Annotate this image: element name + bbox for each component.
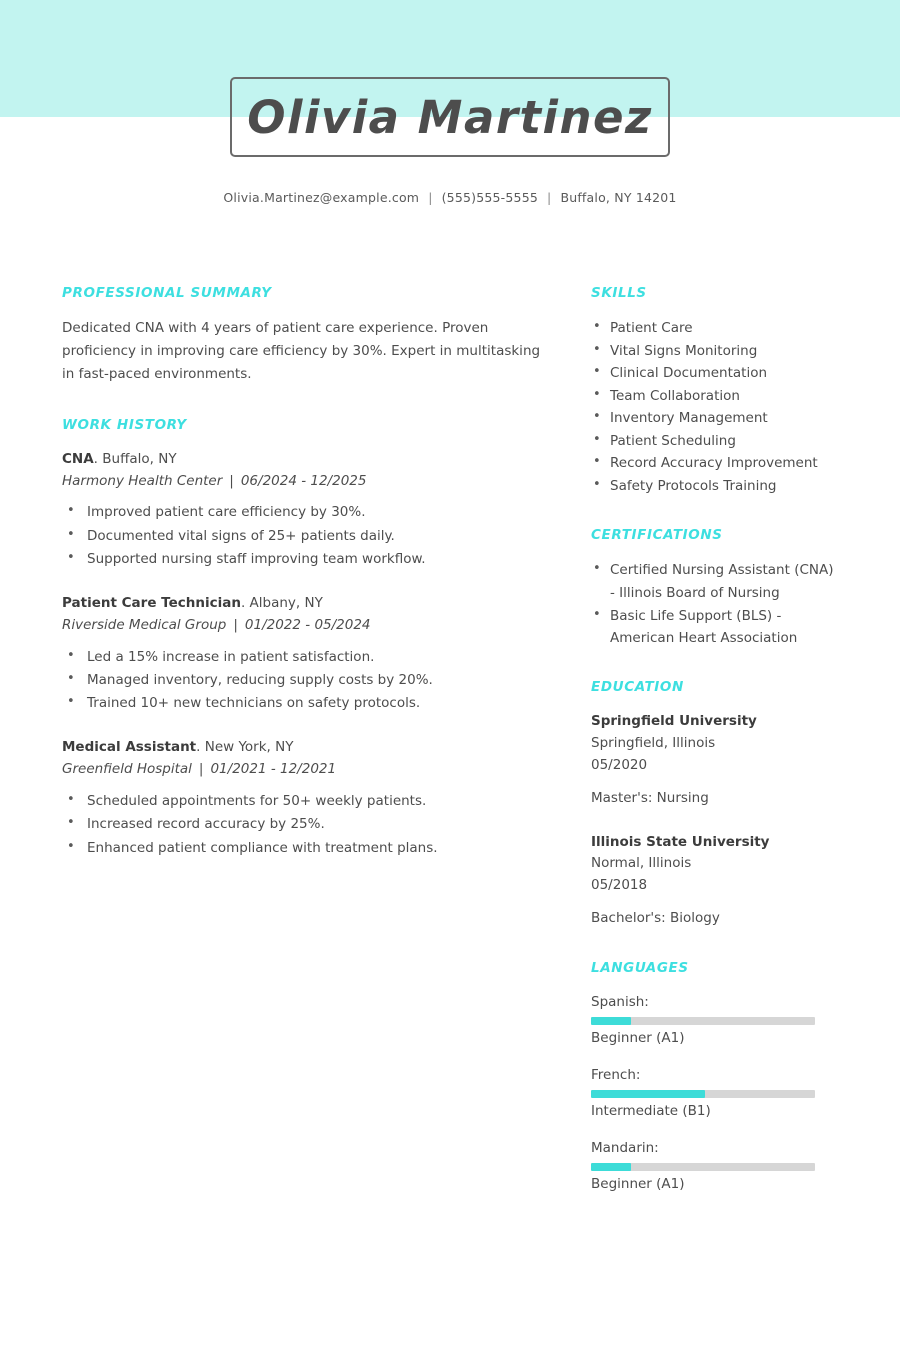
job-dates: 01/2021 - 12/2021 [210,761,337,778]
section-skills [591,285,840,497]
job-subheading [62,759,545,781]
right-column [545,285,900,1225]
section-title-professional-summary: PROFESSIONAL SUMMARY [62,285,272,301]
contact-separator-1: | [428,190,433,205]
name-box [230,77,670,157]
resume-body [0,285,900,1225]
job-company: Harmony Health Center [62,472,223,489]
job-bullets [62,790,545,860]
section-certifications [591,527,840,649]
education-place: Springfield, Illinois [591,734,716,751]
skill-item: • Record Accuracy Improvement [591,452,840,475]
education-degree: Bachelor's: Biology [591,910,720,927]
job-title: CNA [62,450,94,467]
contact-separator-2: | [547,190,552,205]
skill-item: • Inventory Management [591,407,840,430]
skill-item: • Patient Care [591,317,840,340]
job-location: New York, NY [204,739,294,756]
skill-item: • Safety Protocols Training [591,475,840,498]
certification-item: • Basic Life Support (BLS) - American Heart Association [591,605,840,650]
language-proficiency-fill [591,1163,631,1171]
skills-list [591,317,840,497]
certification-item: • Certified Nursing Assistant (CNA) - Illinois Board of Nursing [591,559,840,604]
language-name: Mandarin: [591,1139,659,1156]
education-date: 05/2018 [591,876,648,893]
section-title-education: EDUCATION [591,679,684,696]
section-title-certifications: CERTIFICATIONS [591,527,723,544]
section-education [591,679,840,930]
education-school: Springfield University [591,713,757,730]
job-pipe: | [198,761,204,778]
job-subheading [62,471,545,493]
job-bullets [62,646,545,716]
job-pipe: | [229,472,234,489]
contact-email: Olivia.Martinez@example.com [223,190,420,205]
job-heading [62,449,545,471]
job-bullet: • Documented vital signs of 25+ patients daily. [62,525,545,548]
skill-item: • Vital Signs Monitoring [591,340,840,363]
work-history-entry [62,593,545,715]
skill-item: • Clinical Documentation [591,362,840,385]
education-degree: Master's: Nursing [591,790,709,807]
job-location: Albany, NY [249,595,323,612]
work-history-entry [62,737,545,859]
contact-location: Buffalo, NY 14201 [560,190,677,205]
education-entry [591,832,840,930]
job-title-separator: . [93,450,98,467]
section-work-history [62,417,545,860]
job-bullet: • Led a 15% increase in patient satisfaction. [62,646,545,669]
job-dates: 06/2024 - 12/2025 [240,472,367,489]
job-subheading [62,615,545,637]
left-column [0,285,545,890]
contact-line [0,190,900,205]
job-bullet: • Improved patient care efficiency by 30%. [62,501,545,524]
contact-phone: (555)555-5555 [441,190,539,205]
job-heading [62,593,545,615]
language-level: Intermediate (B1) [591,1102,711,1119]
language-proficiency-fill [591,1017,631,1025]
skill-item: • Team Collaboration [591,385,840,408]
job-bullet: • Managed inventory, reducing supply costs by 20%. [62,669,545,692]
language-proficiency-track [591,1090,815,1098]
language-name: French: [591,1066,641,1083]
skill-item: • Patient Scheduling [591,430,840,453]
job-heading [62,737,545,759]
section-professional-summary [62,285,545,387]
job-title-separator: . [240,595,246,612]
section-languages [591,960,840,1195]
education-entry [591,711,840,809]
job-title: Medical Assistant [62,739,197,756]
job-company: Riverside Medical Group [62,616,227,633]
job-dates: 01/2022 - 05/2024 [244,616,371,633]
job-company: Greenfield Hospital [62,761,192,778]
language-entry [591,1065,840,1122]
job-bullet: • Scheduled appointments for 50+ weekly patients. [62,790,545,813]
job-bullet: • Enhanced patient compliance with treatment plans. [62,837,545,860]
language-proficiency-track [591,1017,815,1025]
job-title-separator: . [196,739,201,756]
education-date: 05/2020 [591,756,648,773]
education-place: Normal, Illinois [591,855,692,872]
job-bullet: • Supported nursing staff improving team workflow. [62,548,545,571]
language-proficiency-fill [591,1090,705,1098]
job-bullets [62,501,545,571]
section-title-languages: LANGUAGES [591,960,689,977]
candidate-name: Olivia Martinez [247,90,653,144]
education-school: Illinois State University [591,833,770,850]
section-title-work-history: WORK HISTORY [62,416,187,433]
language-entry [591,992,840,1049]
job-bullet: • Trained 10+ new technicians on safety protocols. [62,692,545,715]
job-pipe: | [233,616,238,633]
language-level: Beginner (A1) [591,1175,685,1192]
job-title: Patient Care Technician [62,595,241,612]
section-title-skills: SKILLS [591,285,647,301]
job-bullet: • Increased record accuracy by 25%. [62,813,545,836]
job-location: Buffalo, NY [102,450,177,467]
certifications-list [591,559,840,649]
language-name: Spanish: [591,994,649,1011]
language-level: Beginner (A1) [591,1029,685,1046]
work-history-entry [62,449,545,571]
language-entry [591,1138,840,1195]
professional-summary-text: Dedicated CNA with 4 years of patient care experience. Proven proficiency in improving care efficiency by 30%. Expert in multitasking in fast-paced environments. [62,320,541,383]
language-proficiency-track [591,1163,815,1171]
